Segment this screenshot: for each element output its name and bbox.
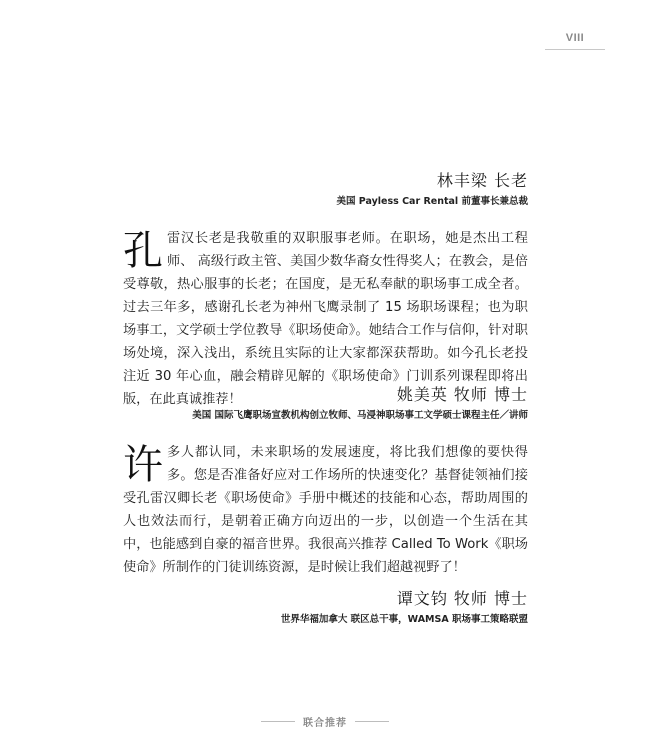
endorsement-text: 多人都认同，未来职场的发展速度，将比我们想像的要快得多。您是否准备好应对工作场所的快速变化？基督徒领袖们接受孔雷汉卿长老《职场使命》手册中概述的技能和心态，帮助周围的人也效法而行，是朝着正确方向迈出的一步，以创造一个生活在其中，也能感到自豪的福音世界。我很高兴推荐 Called To Work《职场使命》所制作的门徒训练资源，是时候让我们超越视野了！ <box>123 445 528 575</box>
endorser-title: 美国 国际飞鹰职场宣教机构创立牧师、马浸神职场事工文学硕士课程主任／讲师 <box>192 410 528 421</box>
endorser-name: 林丰梁 长老 <box>436 171 528 190</box>
endorsement-text: 雷汉长老是我敬重的双职服事老师。在职场，她是杰出工程师、 高级行政主管、美国少数华裔女性得奖人；在教会，是倍受尊敬，热心服事的长老；在国度，是无私奉献的职场事工成全者。过去三年多，感谢孔长老为神州飞鹰录制了 15 场职场课程；也为职场事工，文学硕士学位教导《职场使命》。她结合工作与信仰，针对职场处境，深入浅出，系统且实际的让大家都深获帮助。如今孔长老投注近 30 年心血，融会精辟见解的《职场使命》门训系列课程即将出版，在此真诚推荐！ <box>123 231 528 407</box>
endorser-name: 谭文钧 牧师 博士 <box>396 589 528 608</box>
endorser-title: 世界华福加拿大 联区总干事，WAMSA 职场事工策略联盟 <box>280 614 528 625</box>
footer-divider-right <box>355 721 389 722</box>
page-number: VIII <box>565 32 585 44</box>
section-label: 联合推荐 <box>303 718 347 729</box>
header-divider <box>545 49 605 50</box>
endorser-credit-3 <box>123 589 528 627</box>
page-header <box>545 32 605 50</box>
page-footer <box>0 714 650 729</box>
endorsement-paragraph-2 <box>123 441 528 579</box>
footer-divider-left <box>261 721 295 722</box>
dropcap: 许 <box>123 442 163 488</box>
endorser-credit-2 <box>123 385 528 423</box>
endorser-credit-1 <box>123 171 528 209</box>
endorser-name: 姚美英 牧师 博士 <box>396 385 528 404</box>
dropcap: 孔 <box>123 228 163 274</box>
endorsement-paragraph-1 <box>123 227 528 411</box>
endorser-title: 美国 Payless Car Rental 前董事长兼总裁 <box>336 196 528 207</box>
